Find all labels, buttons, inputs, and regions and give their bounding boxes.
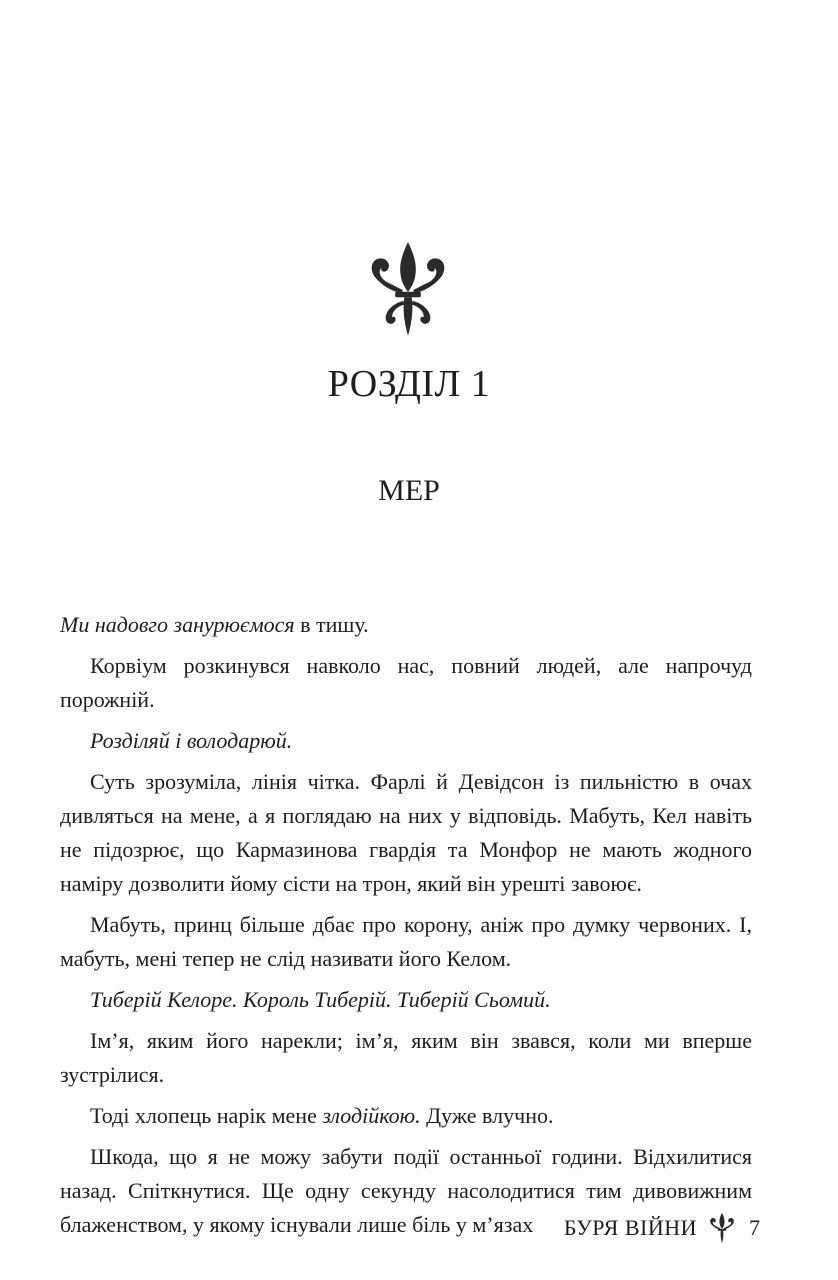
chapter-title: РОЗДІЛ 1 (327, 363, 491, 405)
fleur-de-lis-icon (707, 1210, 737, 1246)
paragraph-text: в тишу. (294, 612, 369, 637)
italic-phrase: Ми надовго занурюємося (60, 612, 295, 637)
paragraph: Шкода, що я не можу забути події останньої години. Відхилитися назад. Спіткнутися. Ще одну секунду насолодитися тим дивовижним блаженством, у якому існували лише біль у м’язах (60, 1144, 752, 1237)
paragraph (60, 608, 752, 642)
chapter-subtitle: МЕР (378, 474, 440, 507)
paragraph: Суть зрозуміла, лінія чітка. Фарлі й Девідсон із пильністю в очах дивляться на мене, а я поглядаю на них у відповідь. Мабуть, Кел навіть не підозрює, що Кармазинова гвардія та Монфор не мають жодного наміру дозволити йому сісти на трон, який він урешті завоює. (60, 769, 752, 896)
page-footer (500, 1208, 760, 1248)
paragraph: Тиберій Келоре. Король Тиберій. Тиберій Сьомий. (90, 987, 551, 1012)
paragraph: Ім’я, яким його нарекли; ім’я, яким він звався, коли ми вперше зустрілися. (60, 1028, 752, 1087)
running-title: БУРЯ ВІЙНИ (563, 1215, 697, 1240)
paragraph (60, 1099, 752, 1133)
paragraph-text: Тоді хлопець нарік мене (90, 1103, 323, 1128)
italic-phrase: злодійкою. (322, 1103, 421, 1128)
page-number: 7 (749, 1215, 760, 1240)
paragraph: Розділяй і володарюй. (90, 728, 293, 753)
fleur-de-lis-icon (362, 240, 454, 338)
paragraph-text: Дуже влучно. (420, 1103, 554, 1128)
paragraph: Мабуть, принц більше дбає про корону, аніж про думку червоних. І, мабуть, мені тепер не слід називати його Келом. (60, 912, 752, 971)
paragraph: Корвіум розкинувся навколо нас, повний людей, але напрочуд порожній. (60, 653, 752, 712)
chapter-body (60, 608, 752, 1249)
